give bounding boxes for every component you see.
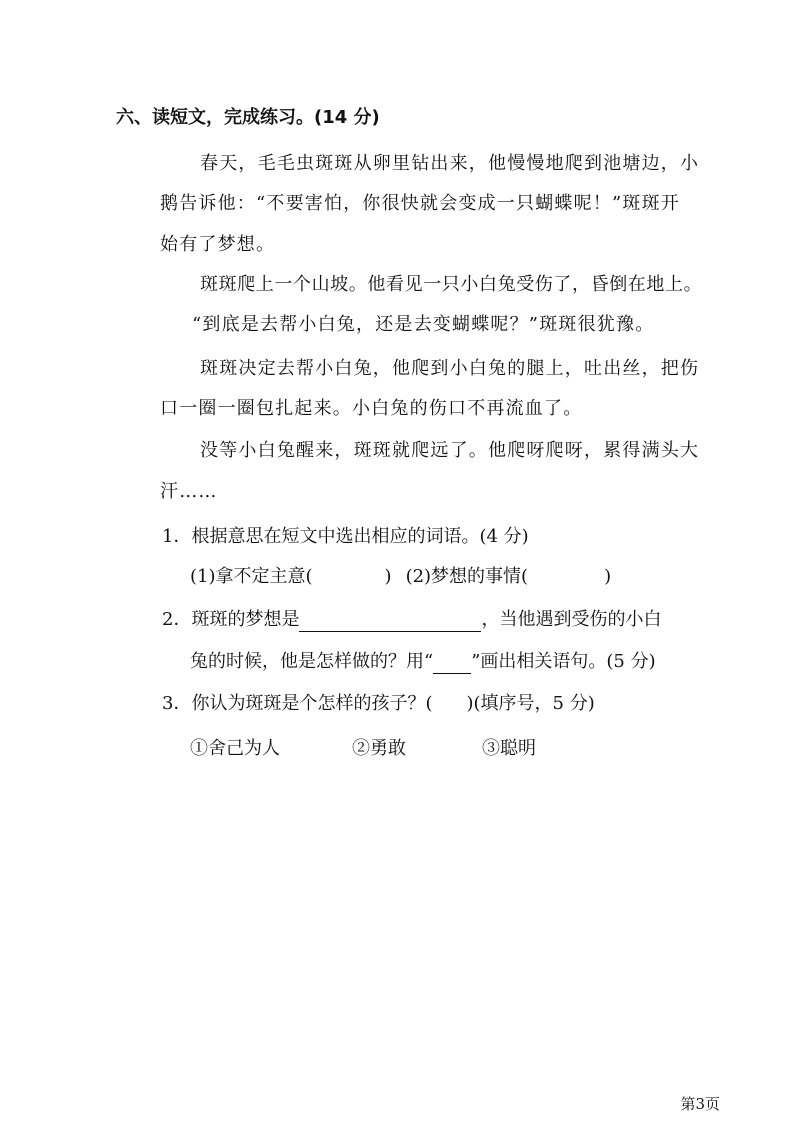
passage-p3: “到底是去帮小白兔，还是去变蝴蝶呢？”斑斑很犹豫。 [192, 314, 655, 335]
q3-prefix: 3．你认为斑斑是个怎样的孩子？( [162, 693, 433, 714]
q1-a-close: ) [384, 566, 392, 587]
q3-option-1: ①舍己为人 [190, 738, 280, 759]
passage-p4-line1: 斑斑决定去帮小白兔，他爬到小白兔的腿上，吐出丝，把伤 [200, 358, 700, 379]
passage-p1-line1: 春天，毛毛虫斑斑从卵里钻出来，他慢慢地爬到池塘边，小 [200, 153, 700, 174]
passage-p1-line2: 鹅告诉他：“不要害怕，你很快就会变成一只蝴蝶呢！”斑斑开 [160, 193, 681, 214]
q3-option-3: ③聪明 [482, 738, 536, 759]
q2-line2-prefix: 兔的时候，他是怎样做的？用“ [190, 651, 434, 672]
q1-b-label: (2)梦想的事情( [405, 566, 529, 587]
q3-option-2: ②勇敢 [352, 738, 406, 759]
question-2-line2 [190, 650, 656, 674]
page-number: 第3页 [680, 1095, 720, 1113]
question-3-options [190, 737, 536, 761]
question-3 [162, 692, 595, 716]
question-2-line1 [162, 608, 661, 632]
question-1: 1．根据意思在短文中选出相应的词语。(4 分) [162, 526, 529, 547]
q2-dream-blank[interactable] [299, 611, 481, 632]
passage-p5-line1: 没等小白兔醒来，斑斑就爬远了。他爬呀爬呀，累得满头大 [200, 440, 700, 461]
q2-prefix: 2．斑斑的梦想是 [162, 609, 300, 630]
q2-line2-suffix: ”画出相关语句。(5 分) [471, 651, 656, 672]
q3-suffix: )(填序号，5 分) [466, 693, 595, 714]
question-1-items [190, 565, 611, 589]
q1-b-close: ) [604, 566, 612, 587]
q2-suffix: ，当他遇到受伤的小白 [481, 609, 662, 630]
passage-p4-line2: 口一圈一圈包扎起来。小白兔的伤口不再流血了。 [160, 398, 583, 419]
passage-p2: 斑斑爬上一个山坡。他看见一只小白兔受伤了，昏倒在地上。 [200, 274, 703, 295]
passage-p5-line2: 汗…… [160, 481, 218, 502]
section-title: 六、读短文，完成练习。(14 分) [116, 107, 380, 128]
passage-p1-line3: 始有了梦想。 [160, 234, 276, 255]
q2-underline-sample [433, 653, 471, 674]
q1-a-label: (1)拿不定主意( [190, 566, 313, 587]
